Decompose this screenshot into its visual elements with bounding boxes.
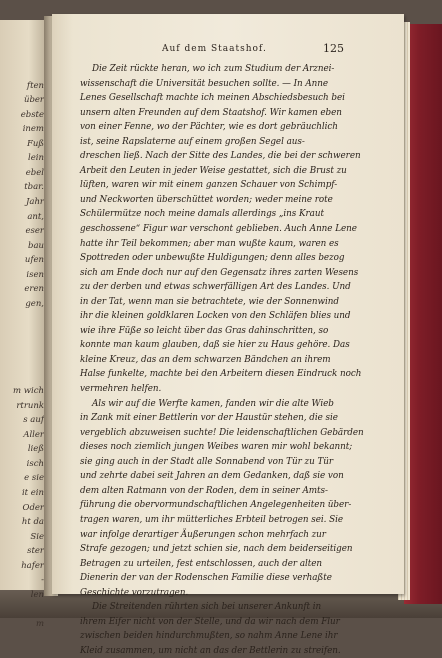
- left-page-fragment: ließ: [27, 444, 44, 455]
- text-line: Die Zeit rückte heran, wo ich zum Studium der Arznei-: [92, 64, 335, 74]
- text-line: Halse funkelte, machte bei den Arbeitern diesen Eindruck noch: [80, 369, 362, 380]
- left-page-fragment: über: [23, 95, 44, 106]
- text-line: vergeblich abzuweisen suchte! Die leidenschaftlichen Gebärden: [80, 427, 364, 438]
- left-page-fragment: Fuß: [26, 138, 44, 149]
- text-line: von einer Fenne, wo der Pächter, wie es dort gebräuchlich: [80, 122, 338, 133]
- left-page-fragment: rtrunk: [16, 400, 44, 411]
- text-line: und Neckworten überschüttet worden; weder meine rote: [80, 194, 333, 205]
- left-page-fragment: len: [30, 589, 44, 600]
- left-page-fragment: m: [35, 618, 44, 629]
- text-line: ihr die kleinen goldklaren Locken von den Schläfen blies und: [80, 311, 351, 322]
- left-page-fragment: hafer: [21, 560, 44, 571]
- text-line: führung die obervormundschaftlichen Angelegenheiten über-: [80, 500, 352, 511]
- left-page-fragment: Aller: [23, 429, 44, 440]
- text-line: Dienerin der van der Rodenschen Familie diese verhaßte: [80, 573, 332, 584]
- text-line: sie ging auch in der Stadt alle Sonnabend von Tür zu Tür: [80, 456, 334, 467]
- left-page-fragment: ebel: [25, 167, 44, 178]
- text-line: Geschichte vorzutragen.: [80, 587, 189, 598]
- left-page-fragment: tbar.: [24, 182, 44, 193]
- body-text: [80, 62, 364, 658]
- text-line: tragen waren, um ihr mütterliches Erbteil betrogen sei. Sie: [80, 514, 344, 525]
- text-line: dem alten Ratmann von der Roden, dem in seiner Amts-: [80, 485, 328, 496]
- left-page-fragment: eren: [24, 284, 44, 295]
- left-page-fragment: lein: [28, 153, 44, 164]
- text-line: zu der derben und etwas schwerfälligen Art des Landes. Und: [80, 282, 351, 293]
- page-header: [112, 42, 344, 58]
- text-line: Arbeit den Leuten in jeder Weise gestattet, sich die Brust zu: [80, 165, 347, 176]
- text-line: unsern alten Freunden auf dem Staatshof. Wir kamen eben: [80, 107, 342, 118]
- left-page-fragment: Sie: [30, 531, 44, 542]
- text-line: Spottreden oder unbewußte Huldigungen; denn alles bezog: [80, 253, 345, 264]
- text-line: und zehrte dabei seit Jahren an dem Gedanken, daß sie von: [80, 471, 344, 482]
- text-line: Die Streitenden rührten sich bei unserer Ankunft in: [92, 602, 322, 613]
- left-page-fragment: m wich: [13, 386, 44, 397]
- text-line: Betragen zu urteilen, fest entschlossen, auch der alten: [80, 558, 323, 569]
- text-line: war infolge derartiger Äußerungen schon mehrfach zur: [80, 529, 326, 540]
- text-line: in der Tat, wenn man sie betrachtete, wie der Sonnenwind: [80, 296, 339, 307]
- left-page-fragment: isch: [26, 458, 44, 469]
- text-line: sich am Ende doch nur auf den Gegensatz ihres zarten Wesens: [80, 267, 359, 278]
- text-line: hatte ihr Teil bekommen; aber man wußte kaum, waren es: [80, 238, 339, 249]
- text-line: Schülermütze noch meine damals allerdings „ins Kraut: [80, 209, 324, 220]
- left-page-fragment: bau: [28, 240, 44, 251]
- left-page-fragment: ant,: [27, 211, 44, 222]
- text-line: Strafe gezogen; und jetzt schien sie, nach dem beiderseitigen: [80, 544, 353, 555]
- text-line: konnte man kaum glauben, daß sie hier zu Haus gehöre. Das: [80, 340, 350, 351]
- text-line: Kleid zusammen, um nicht an das der Bettlerin zu streifen.: [80, 645, 341, 656]
- text-line: lüften, waren wir mit einem ganzen Schauer von Schimpf-: [80, 180, 338, 191]
- left-page-fragment: ufen: [24, 255, 44, 266]
- text-line: Lenes Gesellschaft machte ich meinen Abschiedsbesuch bei: [80, 93, 345, 104]
- left-page-fragment: inem: [22, 124, 44, 135]
- page-number: 125: [323, 42, 344, 55]
- text-line: ihrem Eifer nicht von der Stelle, und da wir nach dem Flur: [80, 616, 340, 627]
- text-line: wie ihre Füße so leicht über das Gras dahinschritten, so: [80, 325, 329, 336]
- text-line: kleine Kreuz, das an dem schwarzen Bändchen an ihrem: [80, 354, 331, 365]
- left-page-fragment: it ein: [21, 487, 44, 498]
- left-page-fragment: e sie: [24, 473, 44, 484]
- left-page-fragment: -: [41, 575, 44, 586]
- text-line: Als wir auf die Werfte kamen, fanden wir die alte Wieb: [92, 398, 334, 409]
- left-page-fragment: Jahr: [25, 196, 44, 207]
- running-head: Auf dem Staatshof.: [162, 44, 267, 54]
- text-line: ist, seine Rapslaterne auf einem großen Segel aus-: [80, 136, 305, 147]
- left-page-fragment: isen: [26, 269, 44, 280]
- text-line: wissenschaft die Universität besuchen sollte. — In Anne: [80, 78, 329, 89]
- left-page-fragment: Oder: [22, 502, 44, 513]
- left-page-fragment: ht da: [21, 517, 44, 528]
- text-line: vermehren helfen.: [80, 384, 162, 395]
- left-page-fragment: ster: [27, 546, 44, 557]
- left-page-fragment: ften: [26, 80, 44, 91]
- left-page-fragment: gen,: [25, 298, 44, 309]
- left-page-fragment: s auf: [23, 415, 44, 426]
- left-page-fragment: ebste: [20, 109, 44, 120]
- text-line: dreschen ließ. Nach der Sitte des Landes, die bei der schweren: [80, 151, 361, 162]
- left-page: [0, 20, 48, 629]
- left-page-fragment: eser: [25, 226, 44, 237]
- text-line: dieses noch ziemlich jungen Weibes waren mir wohl bekannt;: [80, 442, 353, 453]
- text-line: zwischen beiden hindurchmußten, so nahm Anne Lene ihr: [80, 631, 338, 642]
- text-line: in Zank mit einer Bettlerin vor der Haustür stehen, die sie: [80, 413, 338, 424]
- text-line: geschossene“ Figur war verschont geblieben. Auch Anne Lene: [80, 224, 357, 235]
